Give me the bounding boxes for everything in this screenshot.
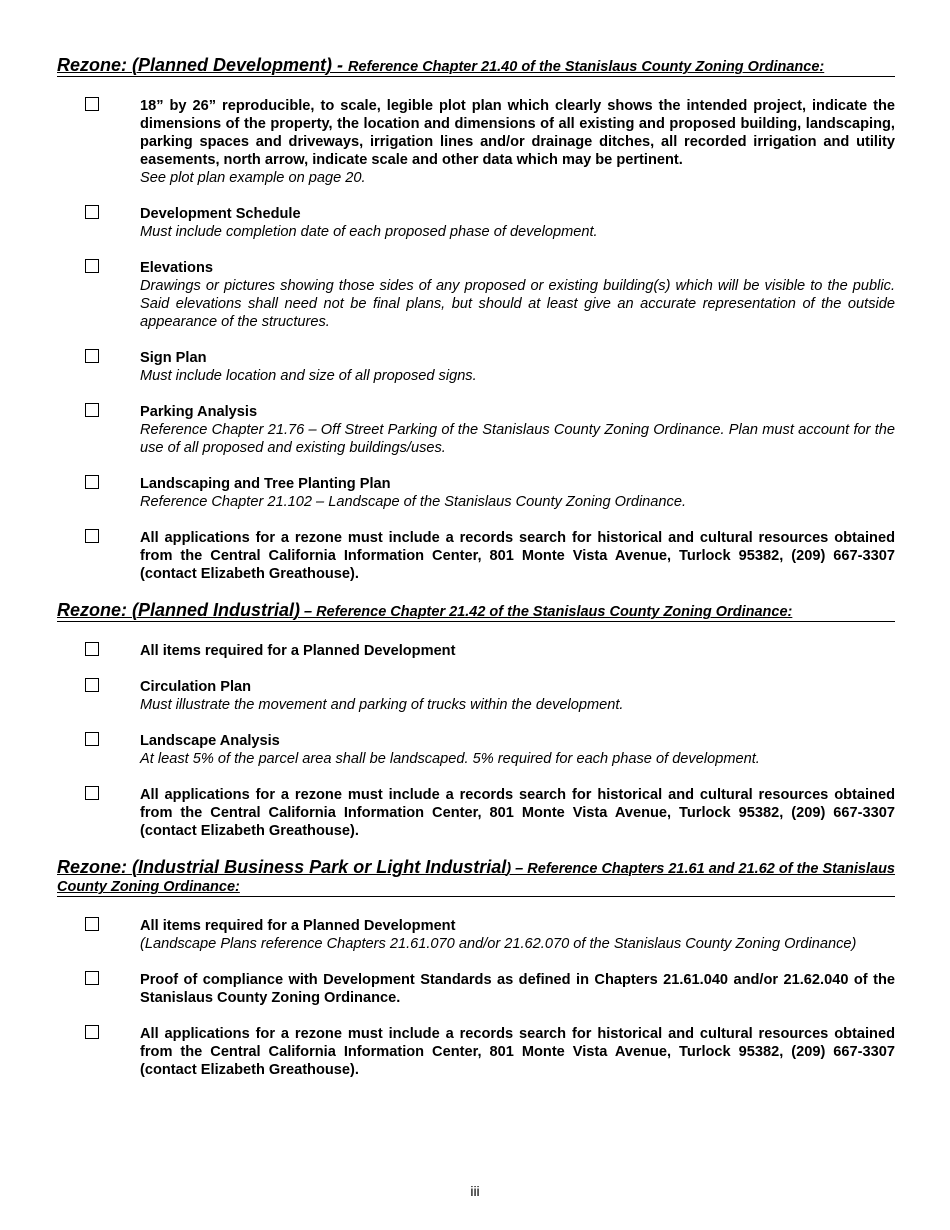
checkbox[interactable] [85, 529, 99, 543]
heading-main: Rezone: (Planned Development) - [57, 55, 349, 75]
checkbox[interactable] [85, 642, 99, 656]
item-description: Drawings or pictures showing those sides of any proposed or existing building(s) which will be visible to the public. Said elevations shall need not be final plans, but should at least give an accurate representation of the outside appearance of the structures. [140, 278, 895, 330]
item-title: Proof of compliance with Development Standards as defined in Chapters 21.61.040 and/or 21.62.040 of the Stanislaus County Zoning Ordinance. [140, 972, 895, 1006]
checkbox[interactable] [85, 403, 99, 417]
heading-reference: – Reference Chapter 21.42 of the Stanislaus County Zoning Ordinance: [300, 604, 793, 620]
item-title: All items required for a Planned Development [140, 918, 456, 934]
checkbox[interactable] [85, 732, 99, 746]
item-title: Elevations [140, 260, 213, 276]
item-title: Parking Analysis [140, 404, 258, 420]
item-title: Landscape Analysis [140, 733, 280, 749]
checklist-item [140, 475, 895, 511]
page-number: iii [470, 1183, 480, 1199]
checklist-item [140, 529, 895, 583]
section-planned-industrial [57, 601, 895, 840]
checklist-item [140, 786, 895, 840]
item-title: 18” by 26” reproducible, to scale, legible plot plan which clearly shows the intended project, indicate the dimensions of the property, the location and dimensions of all existing and proposed building, landscaping, parking spaces and driveways, irrigation lines and/or drainage ditches, all recorded irrigation and utility easements, north arrow, indicate scale and other data which may be pertinent. [140, 98, 895, 168]
checkbox[interactable] [85, 349, 99, 363]
checklist-item [140, 971, 895, 1007]
heading-main: Rezone: (Planned Industrial) [57, 600, 301, 620]
checkbox[interactable] [85, 97, 99, 111]
document-page [57, 56, 895, 1097]
checklist-item [140, 917, 895, 953]
checkbox[interactable] [85, 678, 99, 692]
section-heading [57, 858, 895, 897]
item-title: Circulation Plan [140, 679, 252, 695]
item-description: (Landscape Plans reference Chapters 21.61.070 and/or 21.62.070 of the Stanislaus County Zoning Ordinance) [140, 936, 857, 952]
section-planned-development [57, 56, 895, 583]
section-industrial-business-park [57, 858, 895, 1079]
item-description: Reference Chapter 21.76 – Off Street Parking of the Stanislaus County Zoning Ordinance. Plan must account for the use of all proposed and existing buildings/uses. [140, 422, 895, 456]
heading-reference: ) – Reference Chapters 21.61 and 21.62 of the Stanislaus County Zoning Ordinance: [57, 861, 895, 895]
checklist-item [140, 403, 895, 457]
heading-main: Rezone: (Industrial Business Park or Light Industrial [57, 857, 507, 877]
item-description: See plot plan example on page 20. [140, 170, 366, 186]
checklist-item [140, 642, 895, 660]
checklist-item [140, 349, 895, 385]
item-title: All applications for a rezone must include a records search for historical and cultural resources obtained from the Central California Information Center, 801 Monte Vista Avenue, Turlock 95382, (209) 667-3307 (contact Elizabeth Greathouse). [140, 530, 895, 582]
checkbox[interactable] [85, 259, 99, 273]
item-description: At least 5% of the parcel area shall be landscaped. 5% required for each phase of development. [140, 751, 760, 767]
item-description: Reference Chapter 21.102 – Landscape of the Stanislaus County Zoning Ordinance. [140, 494, 686, 510]
item-description: Must include location and size of all proposed signs. [140, 368, 477, 384]
item-title: All applications for a rezone must include a records search for historical and cultural resources obtained from the Central California Information Center, 801 Monte Vista Avenue, Turlock 95382, (209) 667-3307 (contact Elizabeth Greathouse). [140, 1026, 895, 1078]
checklist-item [140, 259, 895, 331]
section-heading [57, 56, 895, 77]
checkbox[interactable] [85, 205, 99, 219]
checkbox[interactable] [85, 917, 99, 931]
checklist-item [140, 678, 895, 714]
checkbox[interactable] [85, 475, 99, 489]
item-title: All items required for a Planned Development [140, 643, 456, 659]
section-heading [57, 601, 895, 622]
checklist-item [140, 205, 895, 241]
heading-reference: Reference Chapter 21.40 of the Stanislaus County Zoning Ordinance: [348, 59, 825, 75]
item-description: Must include completion date of each proposed phase of development. [140, 224, 598, 240]
checkbox[interactable] [85, 971, 99, 985]
checklist-item [140, 97, 895, 187]
checklist-item [140, 732, 895, 768]
item-title: Development Schedule [140, 206, 301, 222]
checkbox[interactable] [85, 786, 99, 800]
checkbox[interactable] [85, 1025, 99, 1039]
item-description: Must illustrate the movement and parking of trucks within the development. [140, 697, 624, 713]
checklist-item [140, 1025, 895, 1079]
item-title: Landscaping and Tree Planting Plan [140, 476, 391, 492]
item-title: All applications for a rezone must include a records search for historical and cultural resources obtained from the Central California Information Center, 801 Monte Vista Avenue, Turlock 95382, (209) 667-3307 (contact Elizabeth Greathouse). [140, 787, 895, 839]
item-title: Sign Plan [140, 350, 207, 366]
